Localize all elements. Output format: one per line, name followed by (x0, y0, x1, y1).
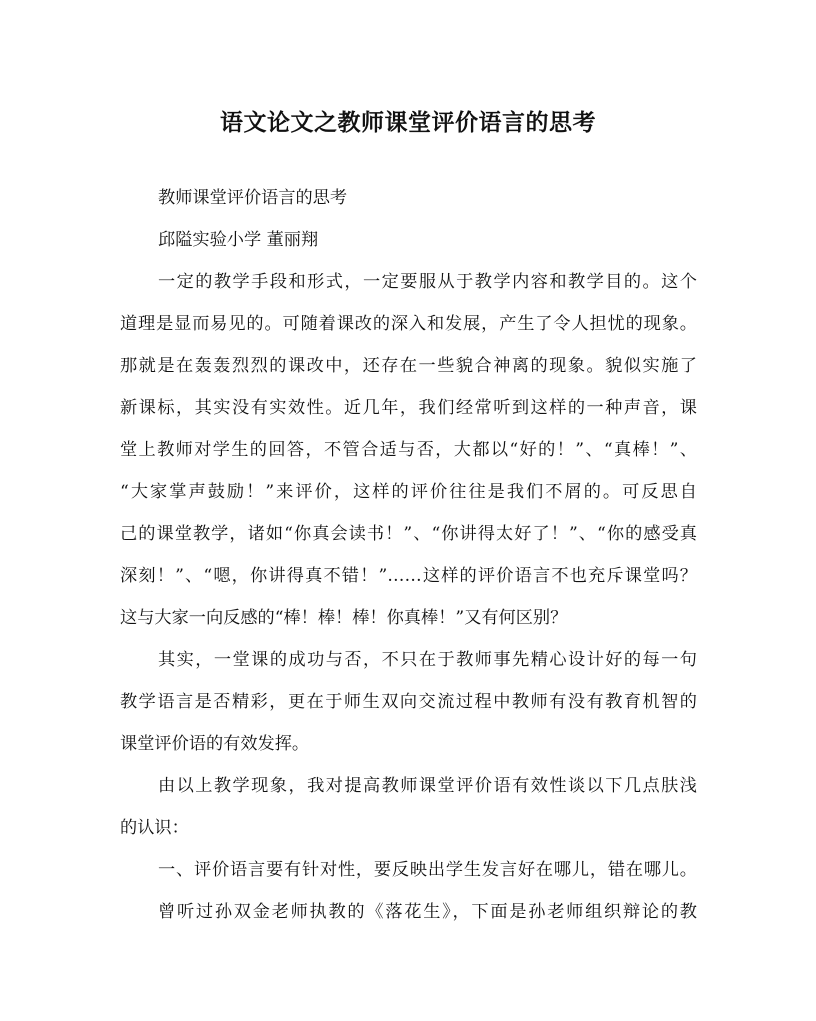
paragraph-2-line-1: 其实，一堂课的成功与否，不只在于教师事先精心设计好的每一句 (158, 650, 697, 670)
paragraph-1-line-9: 这与大家一向反感的“棒！棒！棒！你真棒！”又有何区别？ (120, 608, 568, 628)
paragraph-1-line-4: 新课标，其实没有实效性。近几年，我们经常听到这样的一种声音，课 (120, 398, 697, 418)
subtitle-line: 教师课堂评价语言的思考 (158, 188, 348, 208)
paragraph-1-line-3: 那就是在轰轰烈烈的课改中，还存在一些貌合神离的现象。貌似实施了 (120, 356, 697, 376)
paragraph-1-line-5: 堂上教师对学生的回答，不管合适与否，大都以“好的！”、“真棒！”、 (120, 440, 697, 460)
paragraph-2-line-2: 教学语言是否精彩，更在于师生双向交流过程中教师有没有教育机智的 (120, 692, 697, 712)
paragraph-1-line-8: 深刻！”、“嗯，你讲得真不错！”……这样的评价语言不也充斥课堂吗？ (120, 566, 697, 586)
paragraph-2-line-3: 课堂评价语的有效发挥。 (120, 734, 310, 754)
document-title: 语文论文之教师课堂评价语言的思考 (220, 109, 596, 136)
paragraph-4-line-1: 曾听过孙双金老师执教的《落花生》，下面是孙老师组织辩论的教 (158, 902, 697, 922)
author-line: 邱隘实验小学 董丽翔 (158, 230, 319, 250)
paragraph-3-line-2: 的认识： (120, 818, 189, 838)
paragraph-1-line-7: 己的课堂教学，诸如“你真会读书！”、“你讲得太好了！”、“你的感受真 (120, 524, 697, 544)
paragraph-1-line-2: 道理是显而易见的。可随着课改的深入和发展，产生了令人担忧的现象。 (120, 314, 697, 334)
paragraph-1-line-6: “大家掌声鼓励！”来评价，这样的评价往往是我们不屑的。可反思自 (120, 482, 697, 502)
section-heading-1: 一、评价语言要有针对性，要反映出学生发言好在哪儿，错在哪儿。 (158, 860, 697, 880)
paragraph-3-line-1: 由以上教学现象，我对提高教师课堂评价语有效性谈以下几点肤浅 (158, 776, 697, 796)
paragraph-1-line-1: 一定的教学手段和形式，一定要服从于教学内容和教学目的。这个 (158, 272, 697, 292)
